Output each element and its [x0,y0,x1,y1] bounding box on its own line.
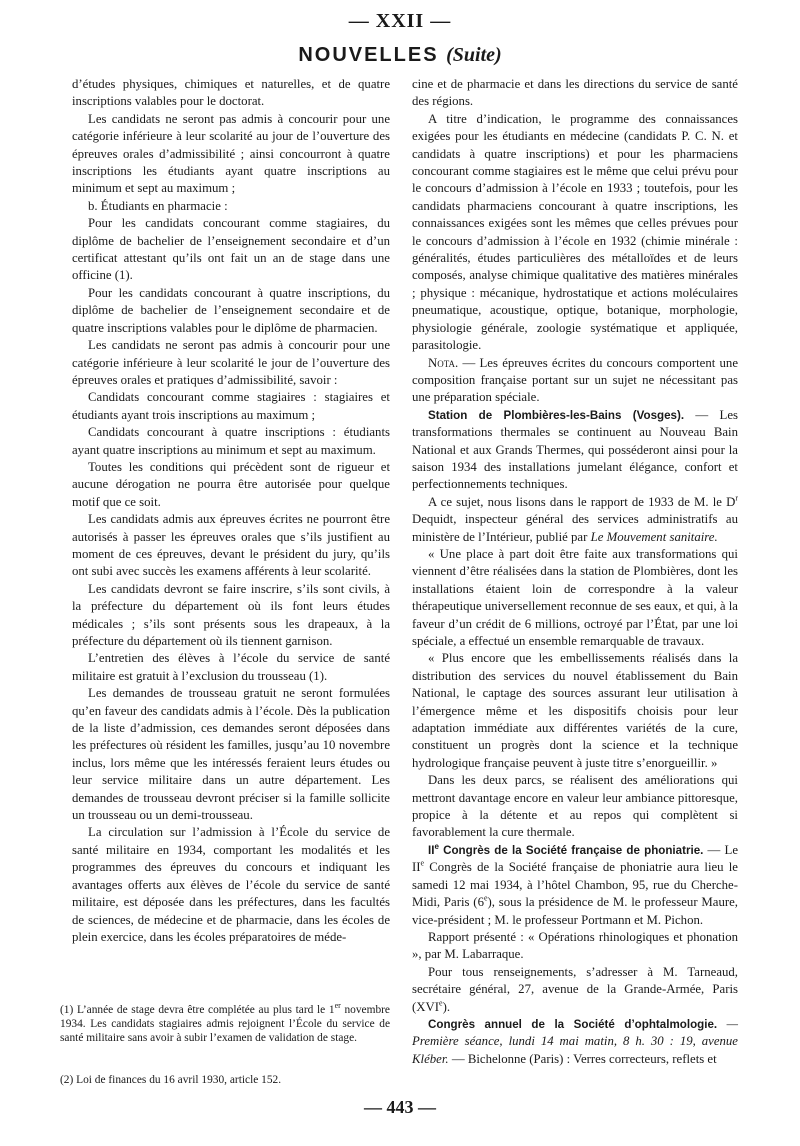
paragraph-text: Pour tous renseignements, s’adresser à M. Tarneaud, secrétaire général, 27, avenue de la Grande-Armée, Paris (XVI [412,964,738,1014]
paragraph-text: — Les transformations thermales se continuent au Nouveau Bain National et aux Grands Thermes, qui posséderont ainsi pour la saison 1934 des installations jumelant élégance, confort et perfectionnements techniques. [412,407,738,492]
footnotes [60,1003,390,1045]
paragraph [412,1016,738,1068]
paragraph: L’entretien des élèves à l’école du service de santé militaire est gratuit à l’exclusion du trousseau (1). [72,651,390,683]
page-header-title [0,44,800,67]
footnote-1 [60,1003,390,1045]
nota-label: Nota. [428,355,459,370]
paragraph-text: ), sous la présidence de M. le professeur Maure, vice-président ; M. le professeur Portmann et M. Pichon. [412,895,738,927]
paragraph: « Une place à part doit être faite aux transformations qui viennent d’être réalisées dans la station de Plombières, dont les installations étaient loin de correspondre à la valeur thérapeutique universellement reconnue de ses eaux, et qui, à la faveur d’un crédit de 6 millions, octroyé par l’État, par une loi spéciale, a effectué un ensemble remarquable de travaux. [412,546,738,648]
footnote-1-text-b: novembre 1934. Les candidats stagiaires admis rejoignent l’École du service de santé militaire sans avoir à subir l’examen de validation de stage. [60,1004,390,1044]
paragraph: Candidats concourant comme stagiaires : stagiaires et étudiants ayant trois inscriptions au maximum ; [72,390,390,422]
paragraph: Les candidats admis aux épreuves écrites ne pourront être autorisés à passer les épreuves orales que s’ils justifient au moment de ces épreuves, devant le président du jury, qu’ils ont subi avec succès les examens afférents à leur scolarité. [72,512,390,579]
superscript: e [420,859,425,869]
paragraph: Candidats concourant à quatre inscriptions : étudiants ayant quatre inscriptions au minimum et sept au maximum. [72,425,390,457]
paragraph [412,407,738,494]
paragraph-text: A ce sujet, nous lisons dans le rapport de 1933 de M. le D [428,494,736,509]
paragraph: Les candidats ne seront pas admis à concourir pour une catégorie inférieure à leur scolarité le jour de l’ouverture des épreuves orales et pratiques d’admissibilité, savoir : [72,338,390,387]
paragraph [412,355,738,407]
paragraph: Dans les deux parcs, se réalisent des améliorations qui mettront davantage encore en valeur leur ambiance pittoresque, propice à la détente et au repos qui complètent si favorablement la cure thermale. [412,773,738,840]
paragraph: Les candidats devront se faire inscrire, s’ils sont civils, à la préfecture du département où ils font leurs études médicales ; s’ils sont présents sous les drapeaux, à la préfecture du département où ils tiennent garnison. [72,581,390,648]
title-main: NOUVELLES [298,44,439,66]
paragraph: Pour les candidats concourant à quatre inscriptions, du diplôme de bachelier de l’enseignement secondaire et de quatre inscriptions valables pour le diplôme de pharmacien. [72,285,390,335]
superscript: e [439,998,443,1008]
heading-part: Congrès de la Société française de phoniatrie. [438,843,704,857]
paragraph [412,494,738,546]
superscript: e [483,893,488,903]
section-heading-ophtalmologie: Congrès annuel de la Société d’ophtalmologie. [428,1017,718,1031]
paragraph: Rapport présenté : « Opérations rhinologiques et phonation », par M. Labarraque. [412,929,738,962]
paragraph: cine et de pharmacie et dans les directions du service de santé des régions. [412,77,738,109]
paragraph: A titre d’indication, le programme des connaissances exigées pour les étudiants en médecine (candidats P. C. N. et candidats à quatre inscriptions) et pour les pharmaciens concourant comme stagiaires est le même que celui prévu pour le concours d’admission à l’école en 1933 ; toutefois, pour les candidats pharmaciens concourant à quatre inscriptions, les connaissances exigées sont les mêmes que celles prévues pour le concours d’admission à l’école en 1932 (chimie minérale : généralités, études particulières des métalloïdes et de leurs composés, analyse chimique qualitative des matières minérales ; physique : mécanique, hydrostatique et actions moléculaires pneumatique, acoustique, optique, botanique, morphologie, physiologie générale, zoologie systématique et appliquée, parasitologie. [412,111,738,353]
paragraph-text: — Le II [412,842,738,875]
paragraph-text: Congrès de la Société française de phoniatrie aura lieu le samedi 12 mai 1934, à l’hôtel Chambon, 95, rue du Cherche-Midi, Paris (6 [412,860,738,910]
right-column [412,76,738,1068]
left-column [72,76,390,946]
superscript: e [434,842,439,852]
paragraph: Les demandes de trousseau gratuit ne seront formulées qu’en faveur des candidats admis à l’école. Dès la publication de la liste d’admission, ces demandes seront déposées dans les préfectures où résident les familles, jusqu’au 10 novembre inclus, lors même que les intéressés feraient leurs études ou leur service militaire dans un autre département. Les demandes de trousseau devront préciser si la famille sollicite un trousseau ou un demi-trousseau. [72,686,390,823]
paragraph: b. Étudiants en pharmacie : [88,198,228,213]
nota-text: — Les épreuves écrites du concours comportent une composition française portant sur un sujet ne nécessitant pas une préparation spéciale. [412,355,738,405]
footnote-2: (2) Loi de finances du 16 avril 1930, article 152. [60,1074,282,1086]
footnote-1-text: (1) L’année de stage devra être complétée au plus tard le 1 [60,1004,335,1016]
title-suite: (Suite) [446,44,502,66]
footnote-1-sup: er [334,1001,341,1011]
paragraph-text: Dequidt, inspecteur général des services administratifs au ministère de l’Intérieur, publié par [412,512,738,544]
section-heading-plombieres: Station de Plombières-les-Bains (Vosges). [428,408,685,422]
superscript: r [735,493,738,503]
paragraph: d’études physiques, chimiques et naturelles, et de quatre inscriptions valables pour le doctorat. [72,77,390,109]
paragraph: La circulation sur l’admission à l’École du service de santé militaire en 1934, comportant les modalités et les programmes des épreuves du concours et indiquant les avantages offerts aux élèves de l’école du service de santé militaire, est déposée dans les préfectures, dans les facultés de sciences, de médecine et de pharmacie, dans les écoles de plein exercice, dans les écoles préparatoires de méde- [72,825,390,944]
session-info: — Première séance, lundi 14 mai matin, 8 h. 30 : 19, avenue Kléber. [412,1016,738,1066]
page-number: — 443 — [364,1097,436,1117]
paragraph: Pour les candidats concourant comme stagiaires, du diplôme de bachelier de l’enseignement secondaire et d’un certificat attestant qu’ils ont fait un an de stage dans une officine (1). [72,216,390,283]
heading-part: II [428,843,435,857]
page-header-roman: — XXII — [348,10,452,32]
paragraph [412,964,738,1016]
paragraph: Toutes les conditions qui précèdent sont de rigueur et aucune dérogation ne pourra être autorisée pour quelque motif que ce soit. [72,459,390,509]
paragraph: « Plus encore que les embellissements réalisés dans la distribution des services du nouvel établissement du Bain National, le captage des sources assurant leur utilisation à l’émergence même et les dispositifs choisis pour leur adaptation immédiate aux différentes variétés de la cure, constituent un progrès dont la science et la technique hydrologique française peuvent à juste titre s’enorgueillir. » [412,651,738,770]
paragraph-text: — Bichelonne (Paris) : Verres correcteurs, reflets et [448,1051,717,1066]
paragraph-text: ). [442,999,451,1014]
paragraph: Les candidats ne seront pas admis à concourir pour une catégorie inférieure à leur scolarité au jour de l’ouverture des épreuves orales d’admissibilité ; ainsi concourront à quatre inscriptions les étudiants ayant quatre inscriptions au minimum et sept au maximum ; [72,111,390,196]
section-heading-phoniatrie [428,844,703,857]
paragraph [412,842,738,929]
publication-title: Le Mouvement sanitaire. [590,529,718,544]
